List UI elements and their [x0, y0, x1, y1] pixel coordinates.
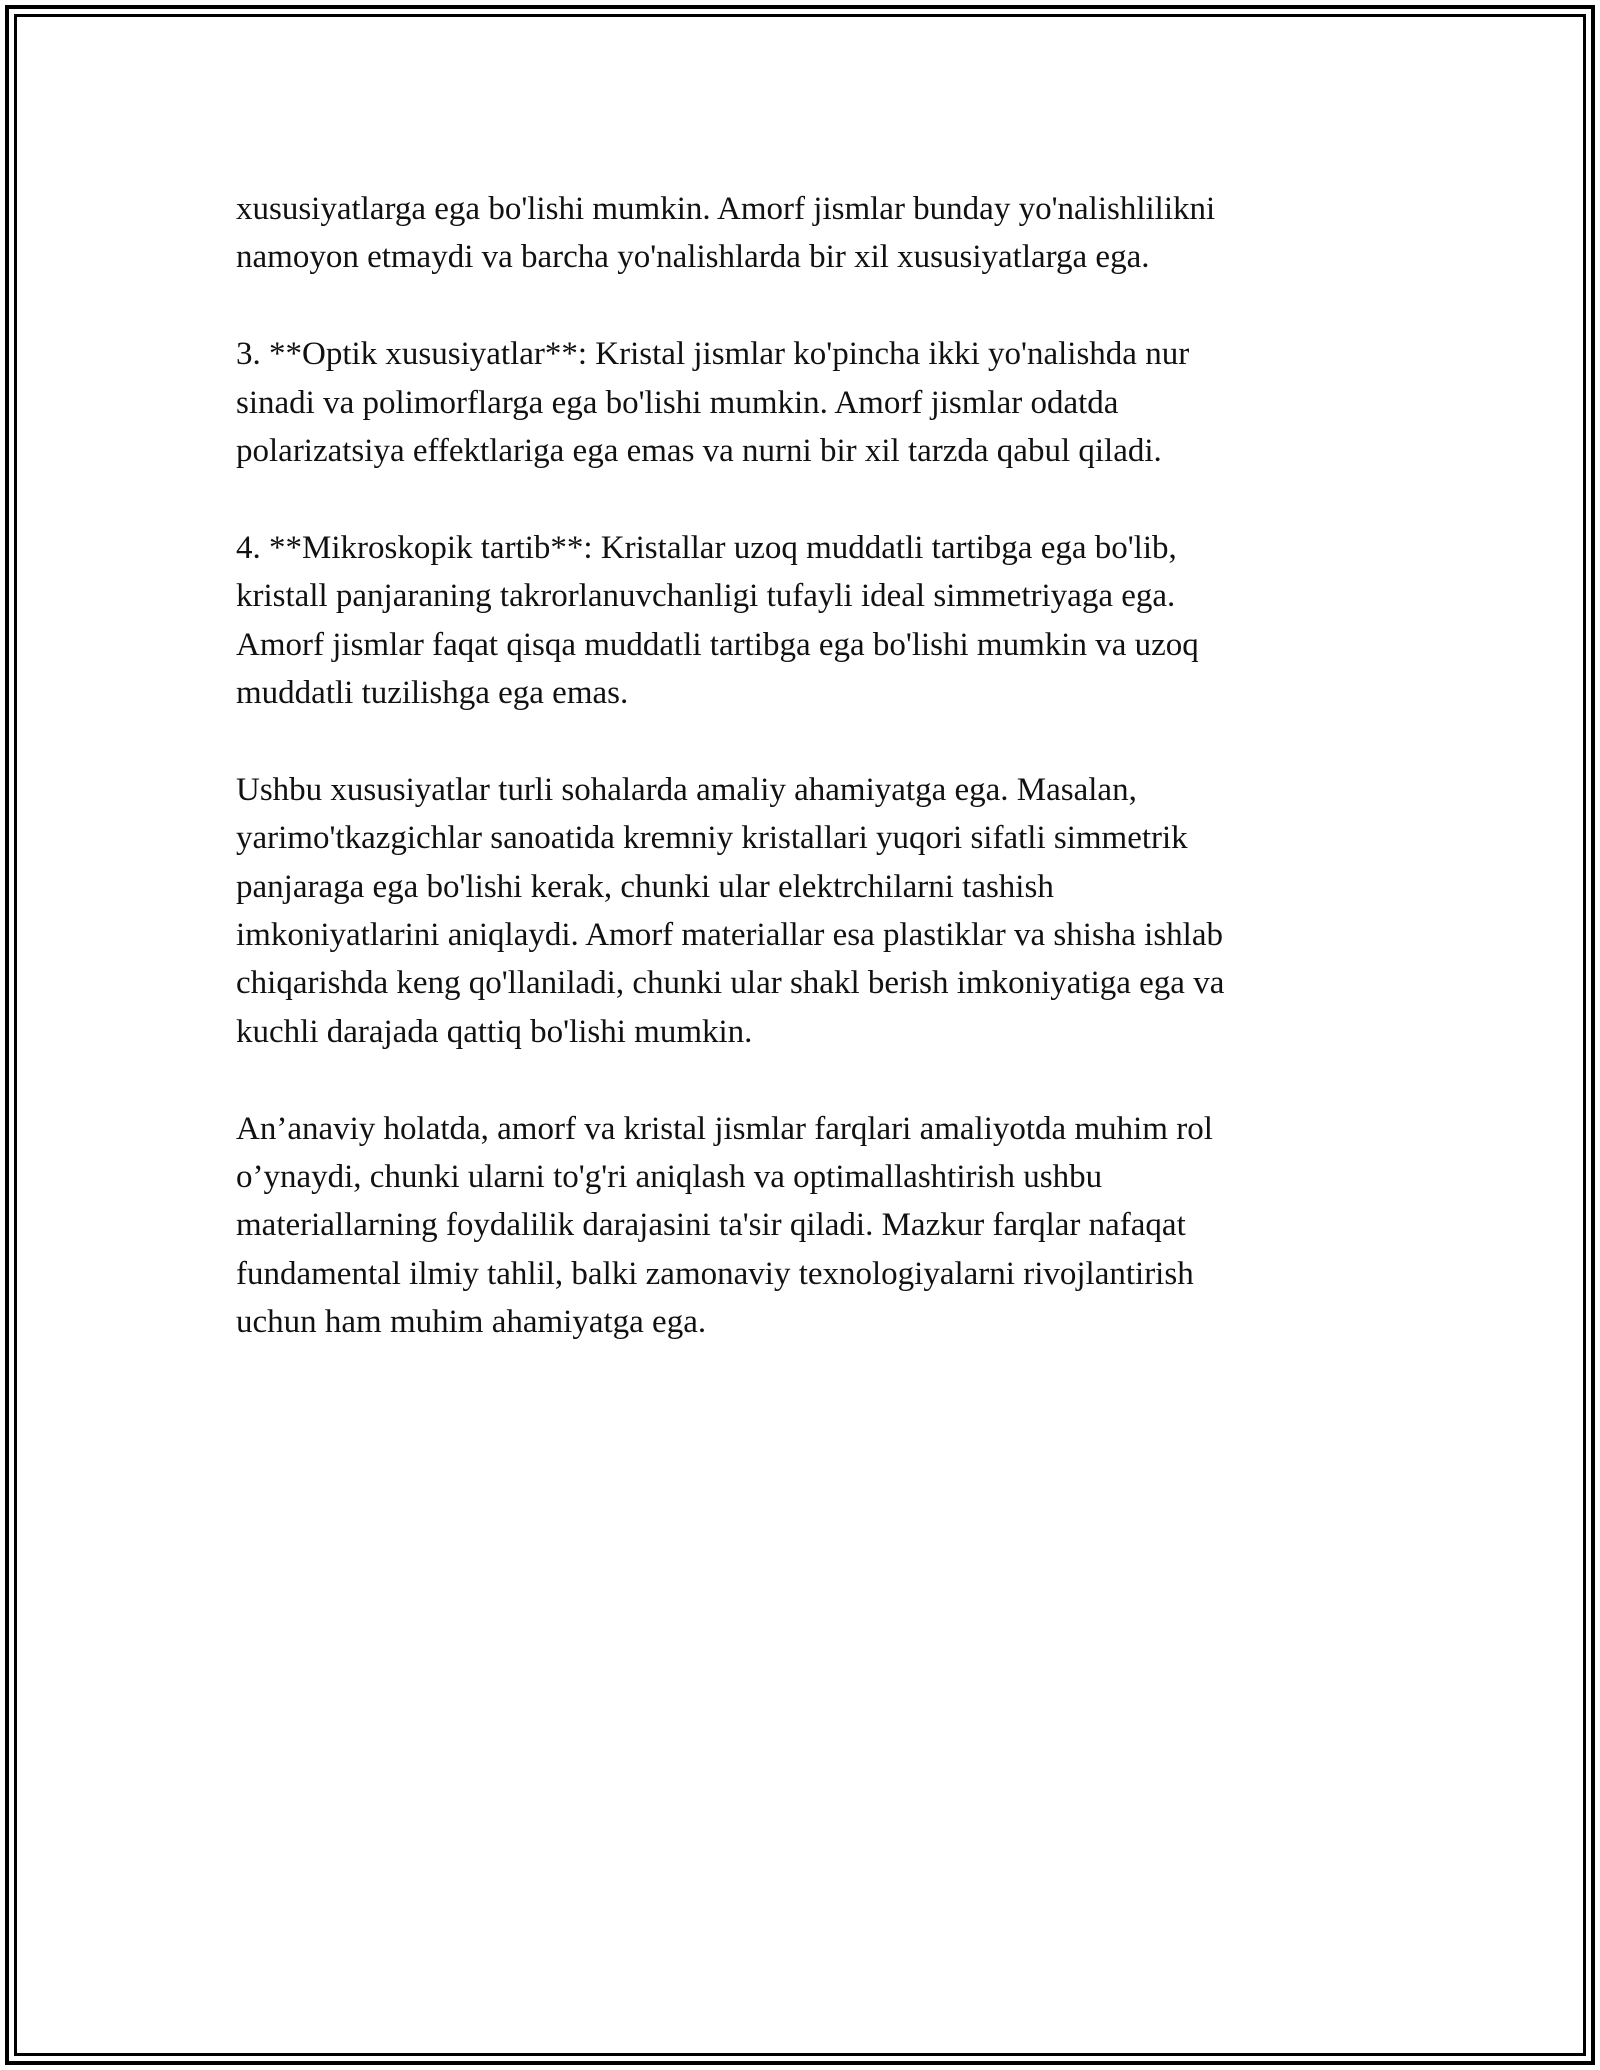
text-line: materiallarning foydalilik darajasini ta'sir qiladi. Mazkur farqlar nafaqat — [236, 1207, 1186, 1244]
paragraph-2-optical-properties — [236, 330, 1366, 475]
paragraph-5-conclusion — [236, 1105, 1366, 1347]
text-line: Ushbu xususiyatlar turli sohalarda amaliy ahamiyatga ega. Masalan, — [236, 771, 1137, 808]
text-line: yarimo'tkazgichlar sanoatida kremniy kristallari yuqori sifatli simmetrik — [236, 820, 1188, 857]
text-line: kristall panjaraning takrorlanuvchanligi tufayli ideal simmetriyaga ega. — [236, 578, 1176, 615]
text-line: fundamental ilmiy tahlil, balki zamonaviy texnologiyalarni rivojlantirish — [236, 1255, 1194, 1292]
paragraph-3-microscopic-order — [236, 524, 1366, 718]
text-line: sinadi va polimorflarga ega bo'lishi mumkin. Amorf jismlar odatda — [236, 384, 1119, 421]
text-line: Amorf jismlar faqat qisqa muddatli tartibga ega bo'lishi mumkin va uzoq — [236, 626, 1199, 663]
text-line: o’ynaydi, chunki ularni to'g'ri aniqlash va optimallashtirish ushbu — [236, 1159, 1103, 1196]
paragraph-4-practical-importance — [236, 766, 1366, 1056]
text-line: kuchli darajada qattiq bo'lishi mumkin. — [236, 1013, 753, 1050]
text-line: polarizatsiya effektlariga ega emas va nurni bir xil tarzda qabul qiladi. — [236, 433, 1162, 470]
text-line: An’anaviy holatda, amorf va kristal jismlar farqlari amaliyotda muhim rol — [236, 1110, 1213, 1147]
text-line: imkoniyatlarini aniqlaydi. Amorf materiallar esa plastiklar va shisha ishlab — [236, 917, 1223, 954]
text-line: muddatli tuzilishga ega emas. — [236, 675, 629, 712]
text-line: xususiyatlarga ega bo'lishi mumkin. Amorf jismlar bunday yo'nalishlilikni — [236, 191, 1216, 227]
text-line: 4. **Mikroskopik tartib**: Kristallar uzoq muddatli tartibga ega bo'lib, — [236, 529, 1177, 566]
paragraph-1 — [236, 185, 1366, 282]
text-line: chiqarishda keng qo'llaniladi, chunki ular shakl berish imkoniyatiga ega va — [236, 965, 1225, 1002]
text-line: uchun ham muhim ahamiyatga ega. — [236, 1304, 707, 1341]
document-body — [236, 185, 1366, 1347]
text-line: 3. **Optik xususiyatlar**: Kristal jismlar ko'pincha ikki yo'nalishda nur — [236, 336, 1190, 373]
text-line: panjaraga ega bo'lishi kerak, chunki ular elektrchilarni tashish — [236, 868, 1054, 905]
text-line: namoyon etmaydi va barcha yo'nalishlarda bir xil xususiyatlarga ega. — [236, 239, 1150, 276]
